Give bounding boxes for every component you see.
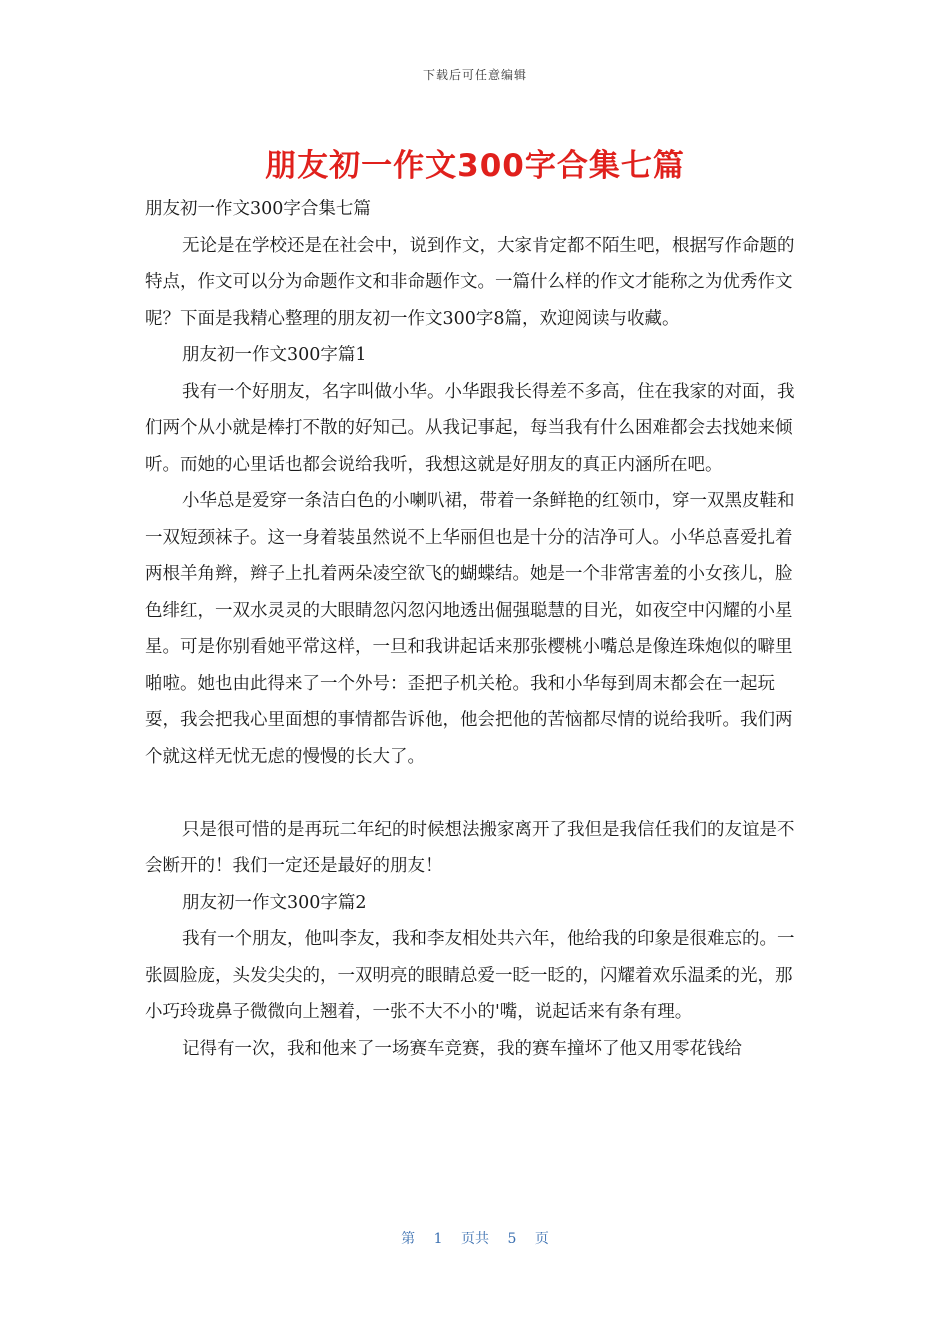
footer-total-pages: 5	[507, 1231, 517, 1247]
footer-current-page: 1	[433, 1231, 443, 1247]
section-heading-2: 朋友初一作文300字篇2	[182, 892, 367, 913]
document-body	[145, 191, 805, 1067]
section1-paragraph-2: 小华总是爱穿一条洁白色的小喇叭裙，带着一条鲜艳的红领巾，穿一双黑皮鞋和一双短颈袜子。这一身着装虽然说不上华丽但也是十分的洁净可人。小华总喜爱扎着两根羊角辫，辫子上扎着两朵凌空欲飞的蝴蝶结。她是一个非常害羞的小女孩儿，脸色绯红，一双水灵灵的大眼睛忽闪忽闪地透出倔强聪慧的目光，如夜空中闪耀的小星星。可是你别看她平常这样，一旦和我讲起话来那张樱桃小嘴总是像连珠炮似的噼里啪啦。她也由此得来了一个外号：歪把子机关枪。我和小华每到周末都会在一起玩耍，我会把我心里面想的事情都告诉他，他会把他的苦恼都尽情的说给我听。我们两个就这样无忧无虑的慢慢的长大了。	[145, 491, 795, 767]
document-title: 朋友初一作文300字合集七篇	[265, 148, 685, 184]
paragraph-spacer	[145, 775, 805, 812]
section2-paragraph-1: 我有一个朋友，他叫李友，我和李友相处共六年，他给我的印象是很难忘的。一张圆脸庞，头发尖尖的，一双明亮的眼睛总爱一眨一眨的，闪耀着欢乐温柔的光，那小巧玲珑鼻子微微向上翘着，一张不大不小的'嘴，说起话来有条有理。	[145, 929, 795, 1022]
page-footer	[0, 1228, 950, 1248]
footer-suffix: 页	[534, 1231, 549, 1247]
footer-prefix: 第	[401, 1231, 416, 1247]
section-heading-1: 朋友初一作文300字篇1	[182, 345, 367, 365]
section1-paragraph-1: 我有一个好朋友，名字叫做小华。小华跟我长得差不多高，住在我家的对面，我们两个从小就是棒打不散的好知己。从我记事起，每当我有什么困难都会去找她来倾听。而她的心里话也都会说给我听，我想这就是好朋友的真正内涵所在吧。	[145, 381, 795, 475]
document-subtitle: 朋友初一作文300字合集七篇	[145, 199, 371, 219]
intro-paragraph: 无论是在学校还是在社会中，说到作文，大家肯定都不陌生吧，根据写作命题的特点，作文可以分为命题作文和非命题作文。一篇什么样的作文才能称之为优秀作文呢？下面是我精心整理的朋友初一作文300字8篇，欢迎阅读与收藏。	[145, 235, 795, 329]
footer-middle: 页共	[461, 1231, 489, 1247]
section1-paragraph-3: 只是很可惜的是再玩二年纪的时候想法搬家离开了我但是我信任我们的友谊是不会断开的！我们一定还是最好的朋友！	[145, 819, 795, 876]
section2-paragraph-2: 记得有一次，我和他来了一场赛车竞赛，我的赛车撞坏了他又用零花钱给	[182, 1038, 742, 1059]
header-note: 下载后可任意编辑	[422, 68, 527, 82]
